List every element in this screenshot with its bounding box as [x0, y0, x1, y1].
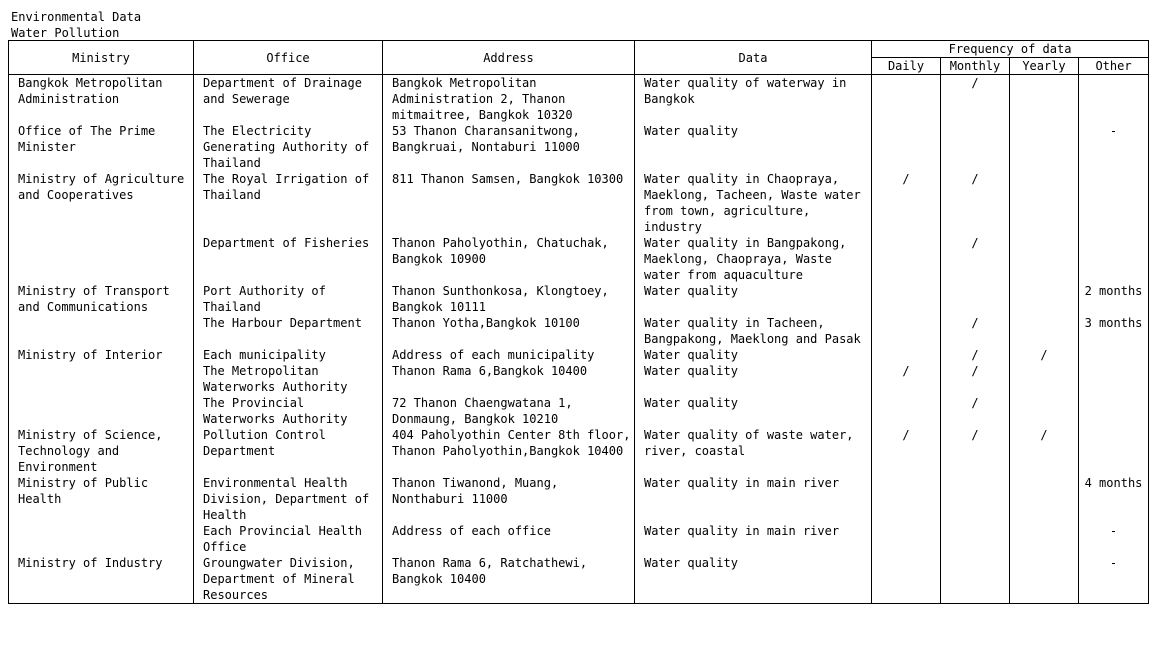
cell-ministry: Ministry of Public Health [9, 475, 194, 523]
cell-monthly [941, 283, 1010, 315]
cell-office: The Electricity Generating Authority of Thailand [194, 123, 383, 171]
cell-monthly: / [941, 363, 1010, 395]
cell-yearly [1010, 283, 1079, 315]
header-yearly: Yearly [1010, 58, 1079, 75]
table-row [9, 171, 1149, 235]
cell-office: Port Authority of Thailand [194, 283, 383, 315]
cell-address: Thanon Tiwanond, Muang, Nonthaburi 11000 [383, 475, 635, 523]
cell-data: Water quality [635, 395, 872, 427]
cell-daily: / [872, 363, 941, 395]
cell-monthly: / [941, 171, 1010, 235]
cell-ministry [9, 395, 194, 427]
table-row [9, 427, 1149, 475]
cell-other: - [1079, 555, 1149, 604]
cell-data: Water quality in Tacheen, Bangpakong, Maeklong and Pasak [635, 315, 872, 347]
cell-office: Pollution Control Department [194, 427, 383, 475]
document-titles [11, 9, 141, 41]
header-address: Address [383, 41, 635, 75]
table-body [9, 75, 1149, 604]
header-monthly: Monthly [941, 58, 1010, 75]
cell-ministry: Office of The Prime Minister [9, 123, 194, 171]
cell-address: 404 Paholyothin Center 8th floor, Thanon Paholyothin,Bangkok 10400 [383, 427, 635, 475]
cell-yearly: / [1010, 427, 1079, 475]
cell-address: Thanon Paholyothin, Chatuchak, Bangkok 10900 [383, 235, 635, 283]
cell-monthly [941, 123, 1010, 171]
table-row [9, 347, 1149, 363]
cell-data: Water quality in main river [635, 523, 872, 555]
table-row [9, 283, 1149, 315]
table-header [9, 41, 1149, 75]
cell-daily [872, 123, 941, 171]
cell-yearly [1010, 395, 1079, 427]
cell-yearly [1010, 235, 1079, 283]
cell-monthly: / [941, 395, 1010, 427]
cell-daily: / [872, 427, 941, 475]
cell-address: Thanon Rama 6, Ratchathewi, Bangkok 10400 [383, 555, 635, 604]
cell-ministry: Ministry of Science, Technology and Environment [9, 427, 194, 475]
cell-daily [872, 395, 941, 427]
cell-address: 53 Thanon Charansanitwong, Bangkruai, Nontaburi 11000 [383, 123, 635, 171]
header-daily: Daily [872, 58, 941, 75]
cell-data: Water quality [635, 363, 872, 395]
cell-office: The Harbour Department [194, 315, 383, 347]
cell-address: Thanon Yotha,Bangkok 10100 [383, 315, 635, 347]
cell-office: Groungwater Division, Department of Mineral Resources [194, 555, 383, 604]
cell-daily [872, 555, 941, 604]
cell-address: 72 Thanon Chaengwatana 1, Donmaung, Bangkok 10210 [383, 395, 635, 427]
cell-monthly: / [941, 427, 1010, 475]
document-subtitle: Water Pollution [11, 26, 120, 40]
cell-monthly: / [941, 75, 1010, 124]
table-row [9, 75, 1149, 124]
cell-address: Thanon Rama 6,Bangkok 10400 [383, 363, 635, 395]
cell-daily [872, 523, 941, 555]
cell-address: 811 Thanon Samsen, Bangkok 10300 [383, 171, 635, 235]
cell-yearly [1010, 555, 1079, 604]
cell-data: Water quality [635, 123, 872, 171]
cell-ministry: Ministry of Industry [9, 555, 194, 604]
cell-daily [872, 283, 941, 315]
cell-office: The Metropolitan Waterworks Authority [194, 363, 383, 395]
cell-yearly [1010, 171, 1079, 235]
cell-other [1079, 347, 1149, 363]
cell-address: Address of each municipality [383, 347, 635, 363]
table-row [9, 363, 1149, 395]
cell-ministry: Ministry of Transport and Communications [9, 283, 194, 315]
cell-other [1079, 75, 1149, 124]
cell-yearly [1010, 475, 1079, 523]
cell-daily [872, 315, 941, 347]
header-ministry: Ministry [9, 41, 194, 75]
cell-yearly [1010, 123, 1079, 171]
cell-monthly [941, 475, 1010, 523]
header-data: Data [635, 41, 872, 75]
cell-daily [872, 347, 941, 363]
cell-yearly [1010, 523, 1079, 555]
cell-daily [872, 475, 941, 523]
cell-office: Each Provincial Health Office [194, 523, 383, 555]
cell-data: Water quality [635, 555, 872, 604]
cell-other [1079, 395, 1149, 427]
cell-monthly [941, 523, 1010, 555]
cell-other [1079, 363, 1149, 395]
table-row [9, 555, 1149, 604]
cell-address: Address of each office [383, 523, 635, 555]
cell-office: Each municipality [194, 347, 383, 363]
cell-data: Water quality in Chaopraya, Maeklong, Tacheen, Waste water from town, agriculture, industry [635, 171, 872, 235]
table-row [9, 395, 1149, 427]
cell-daily [872, 235, 941, 283]
cell-daily: / [872, 171, 941, 235]
cell-ministry [9, 235, 194, 283]
cell-ministry [9, 523, 194, 555]
environmental-data-table [8, 40, 1149, 604]
cell-ministry: Ministry of Agriculture and Cooperatives [9, 171, 194, 235]
cell-data: Water quality [635, 347, 872, 363]
cell-other [1079, 235, 1149, 283]
table-row [9, 523, 1149, 555]
cell-monthly: / [941, 315, 1010, 347]
cell-data: Water quality in main river [635, 475, 872, 523]
cell-other [1079, 427, 1149, 475]
cell-yearly: / [1010, 347, 1079, 363]
cell-office: The Provincial Waterworks Authority [194, 395, 383, 427]
cell-ministry [9, 315, 194, 347]
cell-ministry: Ministry of Interior [9, 347, 194, 363]
cell-other [1079, 171, 1149, 235]
cell-office: Department of Drainage and Sewerage [194, 75, 383, 124]
cell-monthly [941, 555, 1010, 604]
cell-data: Water quality of waterway in Bangkok [635, 75, 872, 124]
cell-other: - [1079, 523, 1149, 555]
cell-other: 2 months [1079, 283, 1149, 315]
cell-other: 3 months [1079, 315, 1149, 347]
header-other: Other [1079, 58, 1149, 75]
cell-address: Bangkok Metropolitan Administration 2, Thanon mitmaitree, Bangkok 10320 [383, 75, 635, 124]
cell-yearly [1010, 75, 1079, 124]
cell-monthly: / [941, 347, 1010, 363]
cell-data: Water quality of waste water, river, coastal [635, 427, 872, 475]
table-row [9, 235, 1149, 283]
cell-ministry [9, 363, 194, 395]
cell-daily [872, 75, 941, 124]
cell-yearly [1010, 315, 1079, 347]
table-row [9, 315, 1149, 347]
cell-yearly [1010, 363, 1079, 395]
header-office: Office [194, 41, 383, 75]
table-row [9, 475, 1149, 523]
cell-office: Department of Fisheries [194, 235, 383, 283]
header-frequency: Frequency of data [872, 41, 1149, 58]
cell-data: Water quality in Bangpakong, Maeklong, Chaopraya, Waste water from aquaculture [635, 235, 872, 283]
cell-other: 4 months [1079, 475, 1149, 523]
cell-data: Water quality [635, 283, 872, 315]
cell-other: - [1079, 123, 1149, 171]
table-row [9, 123, 1149, 171]
cell-address: Thanon Sunthonkosa, Klongtoey, Bangkok 10111 [383, 283, 635, 315]
cell-office: Environmental Health Division, Department of Health [194, 475, 383, 523]
cell-office: The Royal Irrigation of Thailand [194, 171, 383, 235]
document-title: Environmental Data [11, 10, 142, 24]
cell-monthly: / [941, 235, 1010, 283]
cell-ministry: Bangkok Metropolitan Administration [9, 75, 194, 124]
